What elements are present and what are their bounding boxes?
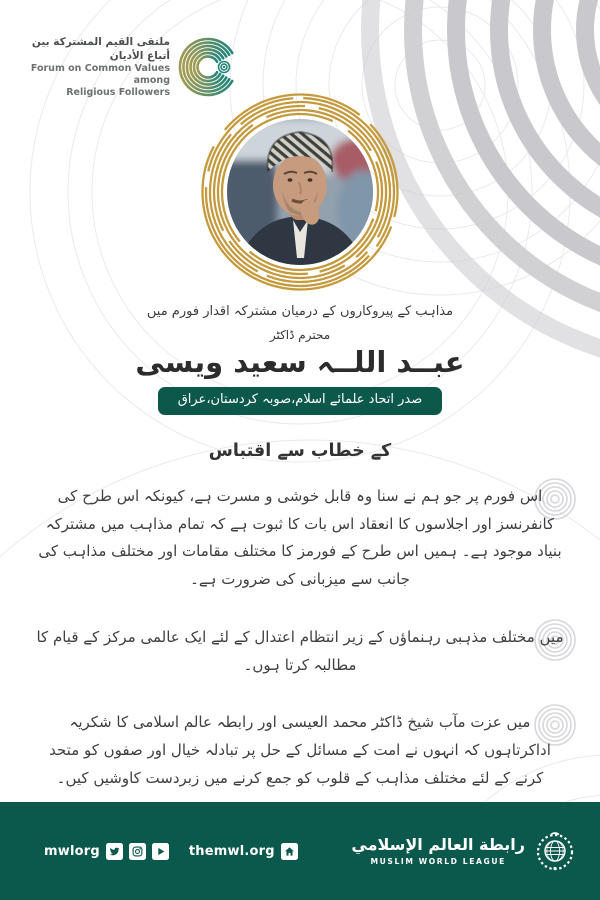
youtube-icon: [152, 843, 169, 860]
social-links: [44, 843, 298, 860]
mwl-logo: [351, 830, 576, 872]
quote-paragraph-2: میں مختلف مذہبی رہنماؤں کے زیر انتظام اعتدال کے لئے ایک عالمی مرکز کے قیام کا مطالبہ کرتا ہوں۔: [34, 624, 566, 680]
social-handle: mwlorg: [44, 843, 100, 859]
quote-paragraph-3: میں عزت مآب شیخ ڈاکٹر محمد العیسی اور رابطہ عالم اسلامی کا شکریہ اداکرتاہوں کہ انہوں نے امت کے مسائل کے حل پر تبادلہ خیال اور صفوں کو متحد کرنے کے لئے مختلف مذاہب کے قلوب کو جمع کرنے میں زبردست کاوشیں کیں۔: [34, 709, 566, 792]
quote-section-heading: کے خطاب سے اقتباس: [208, 440, 392, 461]
quotes-section: [0, 483, 600, 793]
instagram-icon: [129, 843, 146, 860]
mwl-emblem-icon: [534, 830, 576, 872]
twitter-icon: [106, 843, 123, 860]
speaker-portrait: [198, 90, 402, 294]
speaker-name: عبــد اللــہ سعید ویسی: [135, 345, 465, 379]
forum-name-english-line2: Religious Followers: [66, 87, 170, 99]
website-url: themwl.org: [188, 843, 275, 859]
home-icon: [281, 843, 298, 860]
speaker-photo: [198, 90, 402, 294]
mwl-name-arabic: رابطة العالم الإسلامي: [351, 835, 525, 855]
forum-logo-icon: [178, 37, 240, 97]
speaker-honorific: محترم ڈاکٹر: [269, 328, 331, 342]
forum-context-line: مذاہب کے پیروکاروں کے درمیان مشترکہ اقدار فورم میں: [146, 304, 454, 319]
footer-bar: [0, 802, 600, 900]
forum-name-arabic: ملتقى القيم المشتركة بين أتباع الأديان: [31, 36, 170, 62]
forum-brand-text: [20, 36, 170, 99]
quote-paragraph-1: اس فورم پر جو ہم نے سنا وہ قابل خوشی و مسرت ہے، کیونکہ اس طرح کی کانفرنسز اور اجلاسوں کا انعقاد اس بات کا ثبوت ہے کہ تمام مذاہب میں مشترکہ بنیاد موجود ہے۔ ہمیں اس طرح کے فورمز کا مختلف مقامات اور مختلف مذاہب کی جانب سے میزبانی کی ضرورت ہے۔: [34, 483, 566, 594]
forum-name-english-line1: Forum on Common Values among: [30, 63, 170, 87]
mwl-name-english: MUSLIM WORLD LEAGUE: [370, 856, 506, 866]
speaker-title-badge: صدر اتحاد علمائے اسلام،صوبہ کردستان،عراق: [158, 387, 443, 415]
mwl-logo-text: [351, 836, 525, 866]
